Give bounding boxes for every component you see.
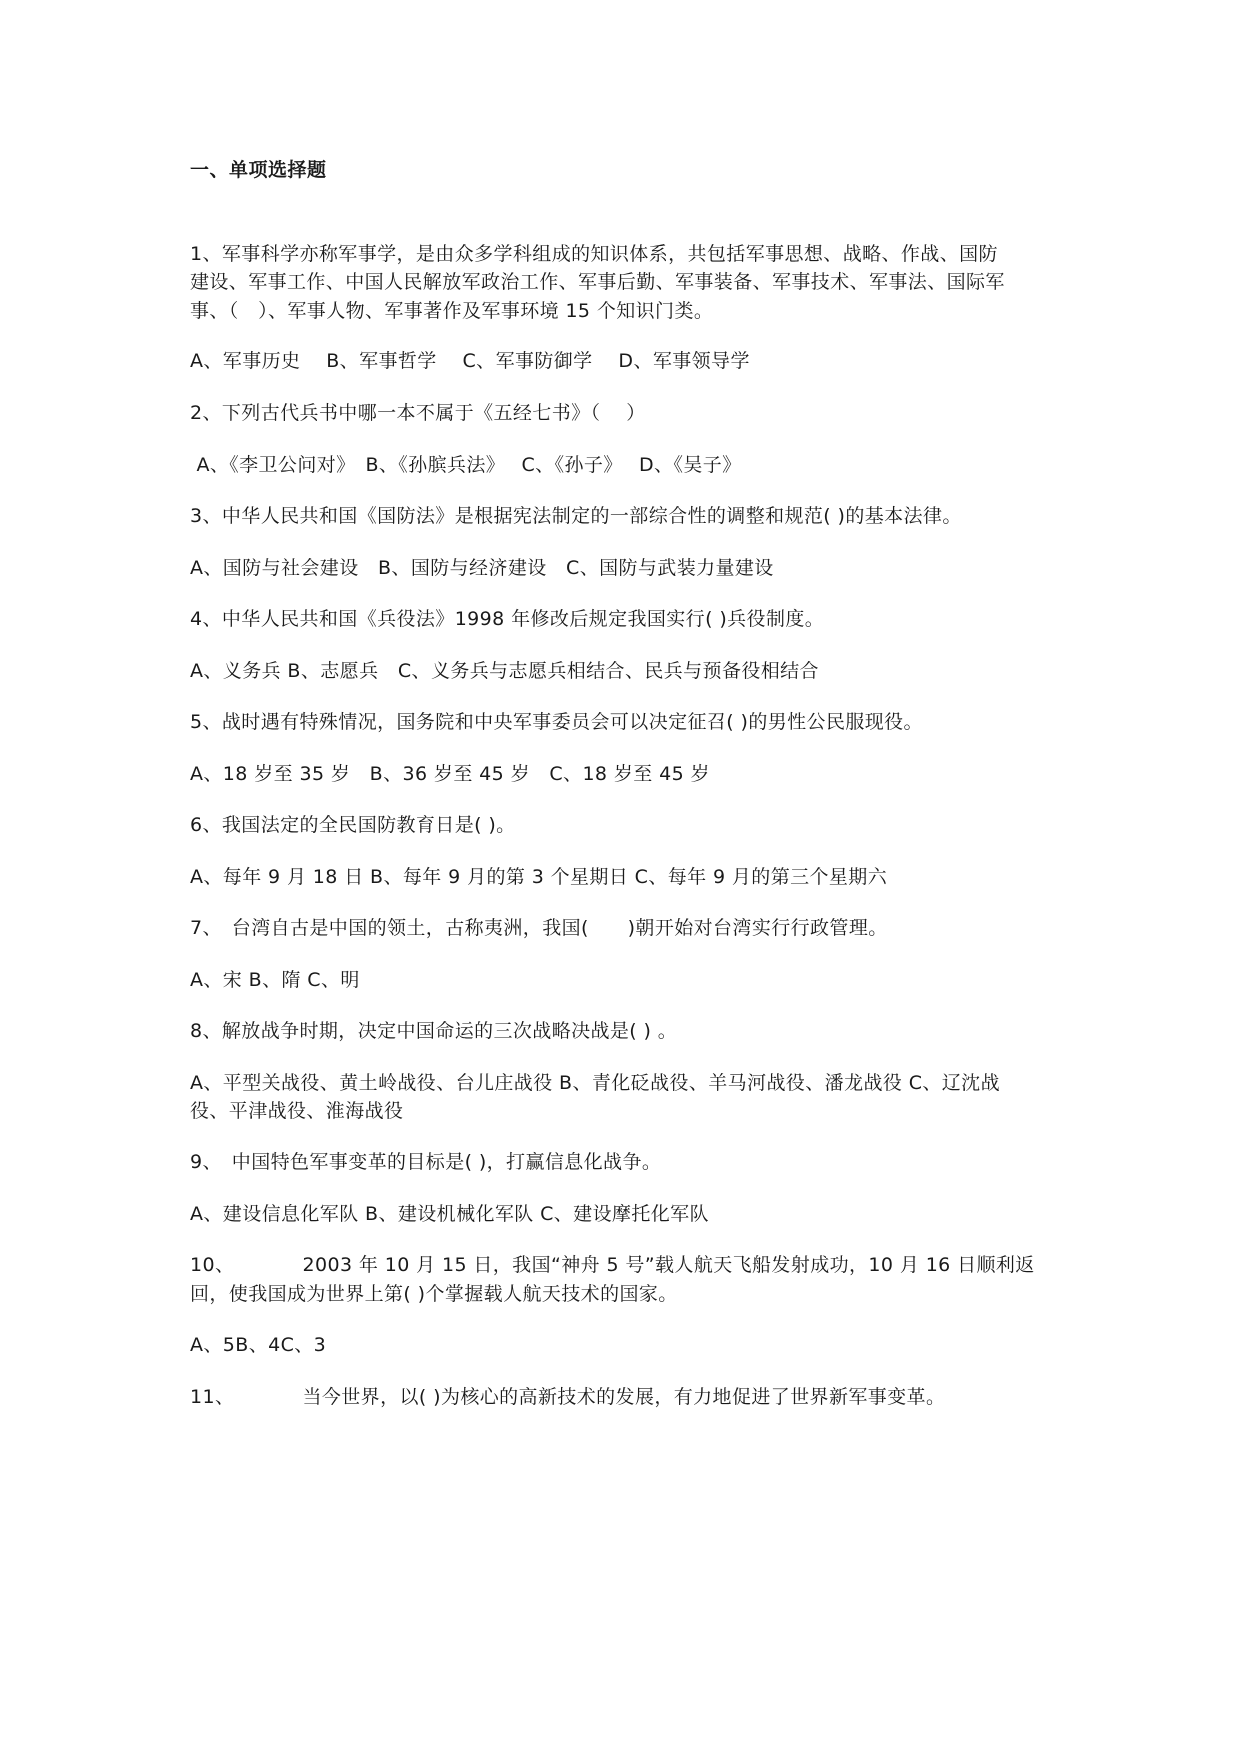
q1-stem-line-3: 事、（ ）、军事人物、军事著作及军事环境 15 个知识门类。: [190, 300, 714, 322]
q5-stem: 5、战时遇有特殊情况，国务院和中央军事委员会可以决定征召( )的男性公民服现役。: [190, 711, 923, 733]
q6-options: A、每年 9 月 18 日 B、每年 9 月的第 3 个星期日 C、每年 9 月的第三个星期六: [190, 866, 888, 888]
q10-stem-line-1: 10、 2003 年 10 月 15 日，我国“神舟 5 号”载人航天飞船发射成功，10 月 16 日顺利返: [190, 1254, 1035, 1276]
q4-options: A、义务兵 B、志愿兵 C、义务兵与志愿兵相结合、民兵与预备役相结合: [190, 660, 819, 682]
q10-stem-line-2: 回，使我国成为世界上第( )个掌握载人航天技术的国家。: [190, 1283, 678, 1305]
q7-options: A、宋 B、隋 C、明: [190, 969, 360, 991]
q1-stem-line-1: 1、军事科学亦称军事学，是由众多学科组成的知识体系，共包括军事思想、战略、作战、国防: [190, 243, 998, 265]
q4-stem: 4、中华人民共和国《兵役法》1998 年修改后规定我国实行( )兵役制度。: [190, 608, 825, 630]
q1-options: A、军事历史 B、军事哲学 C、军事防御学 D、军事领导学: [190, 350, 750, 372]
q10-options: A、5B、4C、3: [190, 1334, 327, 1356]
q8-options-line-2: 役、平津战役、淮海战役: [190, 1100, 404, 1122]
q1-stem-line-2: 建设、军事工作、中国人民解放军政治工作、军事后勤、军事装备、军事技术、军事法、国际军: [190, 271, 1005, 293]
q9-options: A、建设信息化军队 B、建设机械化军队 C、建设摩托化军队: [190, 1203, 709, 1225]
q8-options-line-1: A、平型关战役、黄土岭战役、台儿庄战役 B、青化砭战役、羊马河战役、潘龙战役 C、辽沈战: [190, 1072, 1000, 1094]
q3-stem: 3、中华人民共和国《国防法》是根据宪法制定的一部综合性的调整和规范( )的基本法律。: [190, 505, 962, 527]
section-heading: 一、单项选择题: [190, 159, 327, 181]
q6-stem: 6、我国法定的全民国防教育日是( )。: [190, 814, 516, 836]
q5-options: A、18 岁至 35 岁 B、36 岁至 45 岁 C、18 岁至 45 岁: [190, 763, 710, 785]
q9-stem: 9、 中国特色军事变革的目标是( )，打赢信息化战争。: [190, 1151, 662, 1173]
q8-stem: 8、解放战争时期，决定中国命运的三次战略决战是( ) 。: [190, 1020, 678, 1042]
q7-stem: 7、 台湾自古是中国的领土，古称夷洲，我国( )朝开始对台湾实行行政管理。: [190, 917, 888, 939]
q11-stem: 11、 当今世界，以( )为核心的高新技术的发展，有力地促进了世界新军事变革。: [190, 1386, 946, 1408]
q3-options: A、国防与社会建设 B、国防与经济建设 C、国防与武装力量建设: [190, 557, 774, 579]
q2-stem: 2、下列古代兵书中哪一本不属于《五经七书》（ ）: [190, 402, 646, 424]
q2-options: A、《李卫公问对》 B、《孙膑兵法》 C、《孙子》 D、《吴子》: [190, 454, 742, 476]
